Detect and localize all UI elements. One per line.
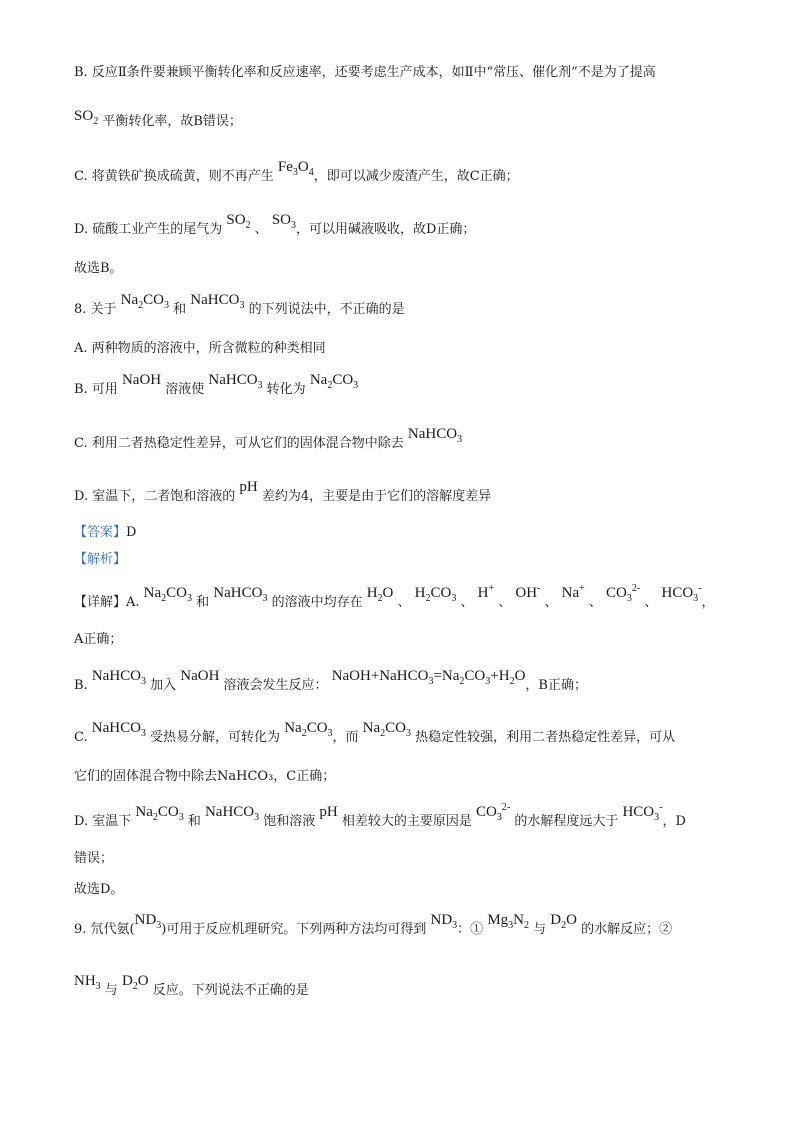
chem-formula: Na+ bbox=[561, 583, 585, 601]
text-run: 、 bbox=[640, 595, 662, 610]
text-run: 和 bbox=[192, 595, 214, 610]
text-run: 溶液会发生反应： bbox=[219, 678, 332, 693]
text-line bbox=[74, 668, 587, 696]
text-run: 溶液使 bbox=[161, 382, 209, 397]
text-run: D. 硫酸工业产生的尾气为 bbox=[74, 222, 227, 237]
text-run: 、 bbox=[250, 222, 272, 237]
text-run: ，D bbox=[662, 814, 686, 829]
text-run: 的溶液中均存在 bbox=[267, 595, 367, 610]
text-line bbox=[74, 883, 123, 896]
text-run: 饱和溶液 bbox=[259, 814, 320, 829]
text-run: 9. 氘代氨( bbox=[74, 922, 135, 937]
text-line bbox=[74, 802, 686, 832]
chem-formula: $SO_3$ bbox=[271, 212, 296, 231]
text-run: 8. 关于 bbox=[74, 302, 121, 317]
text-line bbox=[74, 108, 242, 132]
text-run: 反应。下列说法不正确的是 bbox=[148, 983, 309, 998]
text-run: ，而 bbox=[332, 730, 363, 745]
text-run: 、 bbox=[584, 595, 607, 610]
chem-formula: NaOH bbox=[180, 668, 220, 684]
text-run: D. 室温下，二者饱和溶液的 bbox=[74, 489, 240, 504]
chem-formula: $Na_2CO_3$ bbox=[143, 585, 192, 604]
chem-formula: NaHCO$_3$ bbox=[91, 720, 146, 739]
chem-formula: $Mg_3N_2$ bbox=[487, 912, 529, 931]
text-run: 、 bbox=[456, 595, 478, 610]
text-run: 的水解反应；② bbox=[576, 922, 673, 937]
text-run: 故选B。 bbox=[74, 261, 123, 276]
chem-formula: OH- bbox=[515, 583, 541, 601]
text-run: ， bbox=[701, 595, 715, 610]
text-run: 、 bbox=[494, 595, 516, 610]
text-run: 的水解程度远大于 bbox=[510, 814, 623, 829]
text-line bbox=[74, 553, 126, 566]
text-run: 它们的固体混合物中除去NaHCO₃，C正确； bbox=[74, 769, 336, 784]
section-label: 【答案】 bbox=[74, 525, 127, 540]
text-run: B. bbox=[74, 678, 92, 693]
text-run: B. 可用 bbox=[74, 382, 122, 397]
chem-formula: $D_2O$ bbox=[121, 973, 149, 992]
section-label: 【解析】 bbox=[74, 552, 127, 567]
chem-formula: NaHCO$_3$ bbox=[204, 804, 260, 823]
text-run: 故选D。 bbox=[74, 882, 124, 897]
text-run: 与 bbox=[100, 983, 122, 998]
text-run: 错误； bbox=[74, 851, 114, 866]
chem-formula: $Na_2CO_3$ bbox=[309, 372, 359, 391]
chem-formula: NaHCO$_3$ bbox=[91, 668, 146, 687]
chem-formula: $NH_3$ bbox=[74, 973, 101, 992]
chem-formula: pH bbox=[319, 804, 338, 820]
text-run: 受热易分解，可转化为 bbox=[145, 730, 285, 745]
chem-formula: H+ bbox=[477, 583, 495, 601]
chem-formula: $D_2O$ bbox=[550, 912, 577, 931]
text-line bbox=[74, 852, 113, 865]
text-run: 和 bbox=[169, 302, 191, 317]
text-run: 热稳定性较强，利用二者热稳定性差异，可从 bbox=[411, 730, 676, 745]
text-line bbox=[74, 479, 492, 504]
chem-formula: pH bbox=[239, 479, 258, 495]
text-line bbox=[74, 912, 673, 940]
text-run: 加入 bbox=[146, 678, 181, 693]
chem-formula: $H_2O$ bbox=[366, 585, 394, 604]
text-line bbox=[74, 973, 309, 1001]
text-run: D bbox=[126, 525, 137, 540]
text-line bbox=[74, 526, 136, 539]
text-run: 与 bbox=[529, 922, 551, 937]
text-line bbox=[74, 426, 463, 454]
chem-formula: $Na_2CO_3$ bbox=[135, 804, 184, 823]
text-run: C. 将黄铁矿换成硫黄，则不再产生 bbox=[74, 169, 278, 184]
text-line bbox=[74, 770, 335, 783]
text-run: 相差较大的主要原因是 bbox=[337, 814, 477, 829]
chem-formula: $Fe_3O_4$ bbox=[277, 159, 314, 178]
text-line bbox=[74, 66, 656, 79]
text-line bbox=[74, 212, 476, 240]
text-run: D. 室温下 bbox=[74, 814, 136, 829]
text-run: 【详解】A. bbox=[74, 595, 144, 610]
chem-formula: NaOH bbox=[121, 372, 162, 388]
chem-formula: NaHCO$_3$ bbox=[213, 585, 268, 604]
chem-formula: $CO_3^{2-}$ bbox=[476, 802, 511, 823]
text-run: )可用于反应机理研究。下列两种方法均可得到 bbox=[161, 922, 431, 937]
text-line bbox=[74, 292, 405, 320]
chem-formula: $NaOH+NaHCO_3=Na_2CO_3+H_2O$ bbox=[331, 668, 526, 687]
chem-formula: $Na_2CO_3$ bbox=[362, 720, 412, 739]
text-run: 、 bbox=[540, 595, 562, 610]
chem-formula: NaHCO$_3$ bbox=[407, 426, 463, 445]
text-run: ，即可以减少废渣产生，故C正确； bbox=[313, 169, 519, 184]
chem-formula: $SO_2$ bbox=[74, 108, 99, 127]
chem-formula: $Na_2CO_3$ bbox=[120, 292, 170, 311]
chem-formula: $CO_3^{2-}$ bbox=[606, 583, 641, 604]
chem-formula: $ND_3$ bbox=[430, 912, 458, 931]
chem-formula: $H_2CO_3$ bbox=[414, 585, 457, 604]
text-run: ，可以用碱液吸收，故D正确； bbox=[296, 222, 476, 237]
chem-formula: $HCO_3^-$ bbox=[661, 583, 702, 604]
text-line bbox=[74, 720, 676, 748]
text-run: ，B正确； bbox=[525, 678, 587, 693]
text-run: B. 反应Ⅱ条件要兼顾平衡转化率和反应速率，还要考虑生产成本，如Ⅱ中“常压、催化剂”不是为了提高 bbox=[74, 65, 656, 80]
text-run: A. 两种物质的溶液中，所含微粒的种类相同 bbox=[74, 341, 326, 356]
text-run: C. bbox=[74, 730, 92, 745]
text-line bbox=[74, 372, 359, 400]
text-line bbox=[74, 583, 715, 613]
text-run: 的下列说法中，不正确的是 bbox=[244, 302, 405, 317]
chem-formula: $HCO_3^-$ bbox=[622, 802, 663, 823]
chem-formula: $ND_3$ bbox=[134, 912, 162, 931]
text-line bbox=[74, 342, 326, 355]
text-line bbox=[74, 262, 123, 275]
text-run: 和 bbox=[183, 814, 205, 829]
text-line bbox=[74, 633, 122, 646]
text-run: A正确； bbox=[74, 632, 123, 647]
chem-formula: NaHCO$_3$ bbox=[208, 372, 263, 391]
text-run: 差约为4，主要是由于它们的溶解度差异 bbox=[257, 489, 492, 504]
text-run: ：① bbox=[457, 922, 488, 937]
chem-formula: NaHCO$_3$ bbox=[190, 292, 245, 311]
text-run: 、 bbox=[393, 595, 415, 610]
text-run: C. 利用二者热稳定性差异，可从它们的固体混合物中除去 bbox=[74, 436, 408, 451]
text-run: 转化为 bbox=[262, 382, 310, 397]
text-run: 平衡转化率，故B错误； bbox=[98, 114, 242, 129]
chem-formula: $Na_2CO_3$ bbox=[284, 720, 333, 739]
text-line bbox=[74, 159, 519, 187]
chem-formula: $SO_2$ bbox=[226, 212, 251, 231]
